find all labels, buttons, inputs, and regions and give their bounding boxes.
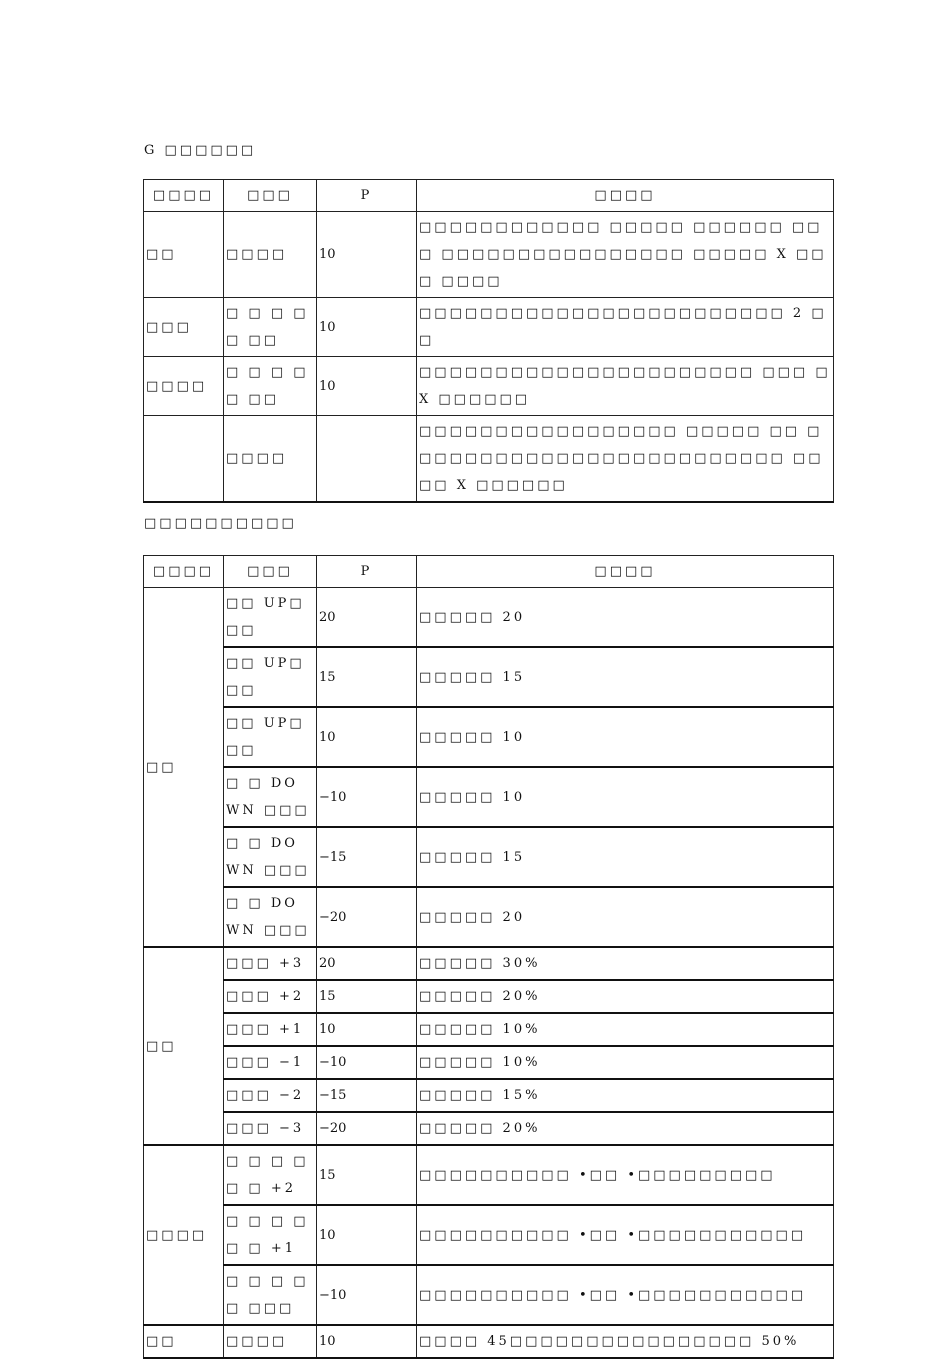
group-label: □□ <box>144 588 224 948</box>
cell: □□□ <box>144 298 224 357</box>
table-row <box>144 1046 834 1079</box>
cell: 15 <box>317 1145 417 1205</box>
cell: −20 <box>317 1112 417 1145</box>
cell: □□□□□ 10% <box>417 1013 834 1046</box>
cell: □□□□□ 20 <box>417 887 834 947</box>
table-row <box>144 947 834 980</box>
table-row <box>144 212 834 298</box>
cell: □□□□□ 10% <box>417 1046 834 1079</box>
cell: □□□□□□□□□□ •□□ •□□□□□□□□□ <box>417 1145 834 1205</box>
cell: □□□ +3 <box>224 947 317 980</box>
cell: □□□□□□□□□□□□ □□□□□ □□□□□□ □□□ □□□□□□□□□□□□□□□□ □□□□□ X □□□ □□□□ <box>417 212 834 298</box>
col-header: □□□□ <box>417 180 834 212</box>
cell: □□□□ <box>144 357 224 416</box>
table-row <box>144 1145 834 1205</box>
table-row <box>144 887 834 947</box>
table-row <box>144 707 834 767</box>
cell: □□□□□ 20% <box>417 1112 834 1145</box>
group-label: □□ <box>144 1325 224 1358</box>
cell: □□□□ <box>224 416 317 503</box>
cell: □ □ DOWN □□□ <box>224 767 317 827</box>
cell: 10 <box>317 1325 417 1358</box>
cell: □□□□ <box>224 1325 317 1358</box>
table-row <box>144 1112 834 1145</box>
cell: 20 <box>317 588 417 648</box>
cell: □□ UP□□□ <box>224 707 317 767</box>
table-2-header <box>144 556 834 588</box>
cell: □□□□□□□□□□□□□□□□□□□□□□□□ 2 □□ <box>417 298 834 357</box>
section2-title: □□□□□□□□□□ <box>144 516 297 531</box>
table-row <box>144 647 834 707</box>
cell: □□□□□ 20% <box>417 980 834 1013</box>
cell: □ □ □ □ □ □□ <box>224 357 317 416</box>
table-row <box>144 827 834 887</box>
table-row <box>144 1205 834 1265</box>
table-row <box>144 1325 834 1358</box>
col-header: P <box>317 180 417 212</box>
table-row <box>144 588 834 648</box>
table-row <box>144 1013 834 1046</box>
table-1 <box>143 179 834 503</box>
cell: □□□□□□□□□□□□□□□□□ □□□□□ □□ □□□□□□□□□□□□□□□□□□□□□□□□□ □□□□ X □□□□□□ <box>417 416 834 503</box>
cell <box>317 416 417 503</box>
cell: −10 <box>317 767 417 827</box>
cell: □□□ +1 <box>224 1013 317 1046</box>
cell: □□□ −3 <box>224 1112 317 1145</box>
cell: □□□ −2 <box>224 1079 317 1112</box>
cell: −20 <box>317 887 417 947</box>
table-1-header <box>144 180 834 212</box>
group-label: □□ <box>144 947 224 1145</box>
cell: −10 <box>317 1265 417 1325</box>
cell: □□□ +2 <box>224 980 317 1013</box>
col-header: □□□ <box>224 180 317 212</box>
cell: □□ <box>144 212 224 298</box>
col-header: □□□□ <box>417 556 834 588</box>
cell: □□□□□ 15 <box>417 647 834 707</box>
table-2 <box>143 555 834 1359</box>
col-header: □□□□ <box>144 556 224 588</box>
cell: □ □ □ □ □ □ +1 <box>224 1205 317 1265</box>
cell: □ □ □ □ □ □□□ <box>224 1265 317 1325</box>
cell: □□□□□ 15 <box>417 827 834 887</box>
col-header: □□□□ <box>144 180 224 212</box>
cell: 10 <box>317 357 417 416</box>
cell: □□□□□□□□□□ •□□ •□□□□□□□□□□□ <box>417 1265 834 1325</box>
cell: □ □ □ □ □ □□ <box>224 298 317 357</box>
cell: □ □ DOWN □□□ <box>224 827 317 887</box>
cell: □□□□□□□□□□ •□□ •□□□□□□□□□□□ <box>417 1205 834 1265</box>
cell: 10 <box>317 212 417 298</box>
cell: 10 <box>317 1205 417 1265</box>
cell: 10 <box>317 1013 417 1046</box>
col-header: □□□ <box>224 556 317 588</box>
cell: □□ UP□□□ <box>224 647 317 707</box>
cell: □□ UP□□□ <box>224 588 317 648</box>
table-row <box>144 1265 834 1325</box>
cell: □□□□ <box>224 212 317 298</box>
cell <box>144 416 224 503</box>
cell: □□□□□□□□□□□□□□□□□□□□□□ □□□ □ X □□□□□□ <box>417 357 834 416</box>
group-label: □□□□ <box>144 1145 224 1325</box>
cell: −10 <box>317 1046 417 1079</box>
table-row <box>144 1079 834 1112</box>
cell: 10 <box>317 707 417 767</box>
cell: □ □ □ □ □ □ +2 <box>224 1145 317 1205</box>
cell: −15 <box>317 827 417 887</box>
cell: □□□ −1 <box>224 1046 317 1079</box>
cell: 20 <box>317 947 417 980</box>
table-row <box>144 767 834 827</box>
table-2-body <box>144 588 834 1359</box>
table-row <box>144 298 834 357</box>
table-row <box>144 980 834 1013</box>
cell: −15 <box>317 1079 417 1112</box>
table-row <box>144 357 834 416</box>
section1-title: G □□□□□□ <box>144 143 257 158</box>
cell: □□□□□ 20 <box>417 588 834 648</box>
cell: 15 <box>317 647 417 707</box>
cell: □□□□□ 10 <box>417 767 834 827</box>
cell: □□□□□ 10 <box>417 707 834 767</box>
cell: 15 <box>317 980 417 1013</box>
table-row <box>144 416 834 503</box>
cell: □□□□ 45□□□□□□□□□□□□□□□□ 50% <box>417 1325 834 1358</box>
col-header: P <box>317 556 417 588</box>
cell: 10 <box>317 298 417 357</box>
cell: □□□□□ 15% <box>417 1079 834 1112</box>
cell: □ □ DOWN □□□ <box>224 887 317 947</box>
cell: □□□□□ 30% <box>417 947 834 980</box>
